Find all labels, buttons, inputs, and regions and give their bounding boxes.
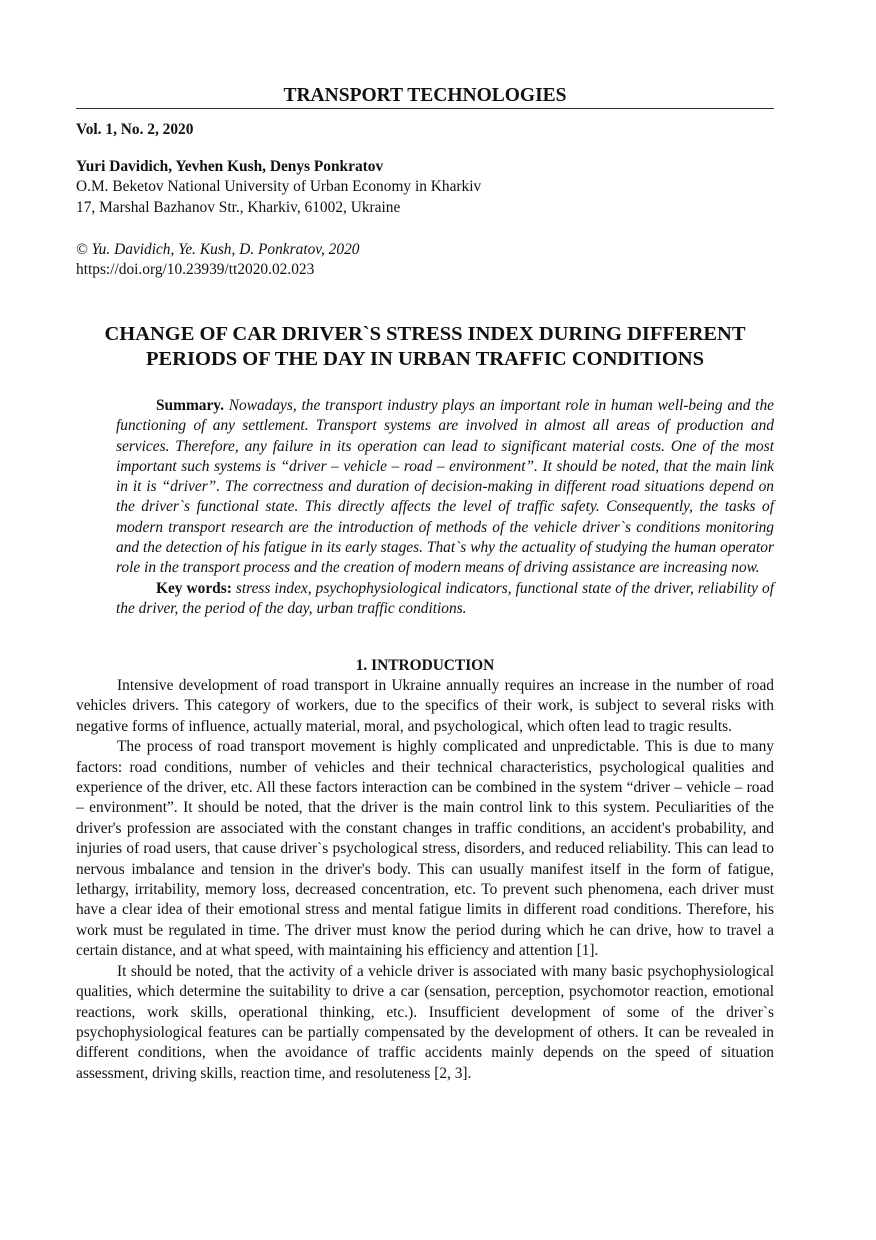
body-paragraph: Intensive development of road transport in Ukraine annually requires an increase in the number of road vehicles drivers. This category of workers, due to the specifics of their work, is subject to several risks with negative forms of influence, actually material, moral, and psychological, which often lead to tragic results.: [76, 677, 774, 735]
volume-info: Vol. 1, No. 2, 2020: [76, 121, 194, 138]
author-names: Yuri Davidich, Yevhen Kush, Denys Ponkratov: [76, 158, 384, 175]
body-paragraph: It should be noted, that the activity of a vehicle driver is associated with many basic psychophysiological qualities, which determine the suitability to drive a car (sensation, perception, psychomotor reaction, emotional reactions, work skills, operational thinking, etc.). Insufficient development of some of the driver`s psychophysiological features can be partially compensated by the development of others. It can be revealed in different conditions, when the avoidance of traffic accidents mainly depends on the speed of situation assessment, driving skills, reaction time, and resoluteness [2, 3].: [76, 962, 774, 1082]
paper-title: [76, 322, 774, 372]
summary-paragraph: [116, 396, 774, 579]
address-line: 17, Marshal Bazhanov Str., Kharkiv, 61002, Ukraine: [76, 198, 401, 216]
abstract: [116, 396, 774, 619]
doi-link[interactable]: https://doi.org/10.23939/tt2020.02.023: [76, 261, 315, 278]
header-rule: [76, 108, 774, 109]
title-line: CHANGE OF CAR DRIVER`S STRESS INDEX DURING DIFFERENT: [104, 323, 746, 345]
summary-text: Nowadays, the transport industry plays an important role in human well-being and the functioning of any settlement. Transport systems are involved in almost all areas of production and services. Therefore, any failure in its operation can lead to significant material costs. One of the most important such systems is “driver – vehicle – road – environment”. It should be noted, that the main link in it is “driver”. The correctness and duration of decision-making in different road situations depend on the driver`s functional state. This directly affects the level of traffic safety. Consequently, the tasks of modern transport research are the introduction of methods of the vehicle driver`s conditions monitoring and the detection of his fatigue in its early stages. That`s why the actuality of studying the human operator role in the transport process and the creation of modern means of driving assistance are increasing now.: [116, 397, 774, 577]
section-heading: 1. INTRODUCTION: [355, 657, 495, 674]
keywords-paragraph: [116, 579, 774, 620]
summary-label: Summary.: [156, 397, 224, 414]
body-paragraph: The process of road transport movement is highly complicated and unpredictable. This is due to many factors: road conditions, number of vehicles and their technical characteristics, psychological qualities and experience of the driver, etc. All these factors interaction can be combined in the system “driver – vehicle – road – environment”. It should be noted, that the driver is the main control link to this system. Peculiarities of the driver's profession are associated with the constant changes in traffic conditions, an accident's probability, and injuries of road users, that cause driver`s psychological stress, disorders, and reduced reliability. This can lead to nervous imbalance and tension in the driver's body. This can usually manifest itself in the form of fatigue, lethargy, irritability, memory loss, decreased concentration, etc. To prevent such phenomena, each driver must have a clear idea of their emotional stress and mental fatigue limits in different road conditions. Therefore, his work must be regulated in time. The driver must know the period during which he can drive, how to travel a certain distance, and at what speed, with maintaining his efficiency and attention [1].: [76, 738, 774, 960]
copyright: © Yu. Davidich, Ye. Kush, D. Ponkratov, 2020: [76, 241, 360, 258]
affiliation-line: O.M. Beketov National University of Urban Economy in Kharkiv: [76, 178, 482, 195]
affiliation: [76, 177, 774, 218]
keywords-label: Key words:: [156, 579, 232, 597]
keywords-text: stress index, psychophysiological indicators, functional state of the driver, reliability of the driver, the period of the day, urban traffic conditions.: [116, 579, 774, 617]
introduction-body: [76, 676, 774, 1084]
journal-title: TRANSPORT TECHNOLOGIES: [283, 85, 567, 106]
title-line: PERIODS OF THE DAY IN URBAN TRAFFIC CONDITIONS: [146, 348, 704, 370]
